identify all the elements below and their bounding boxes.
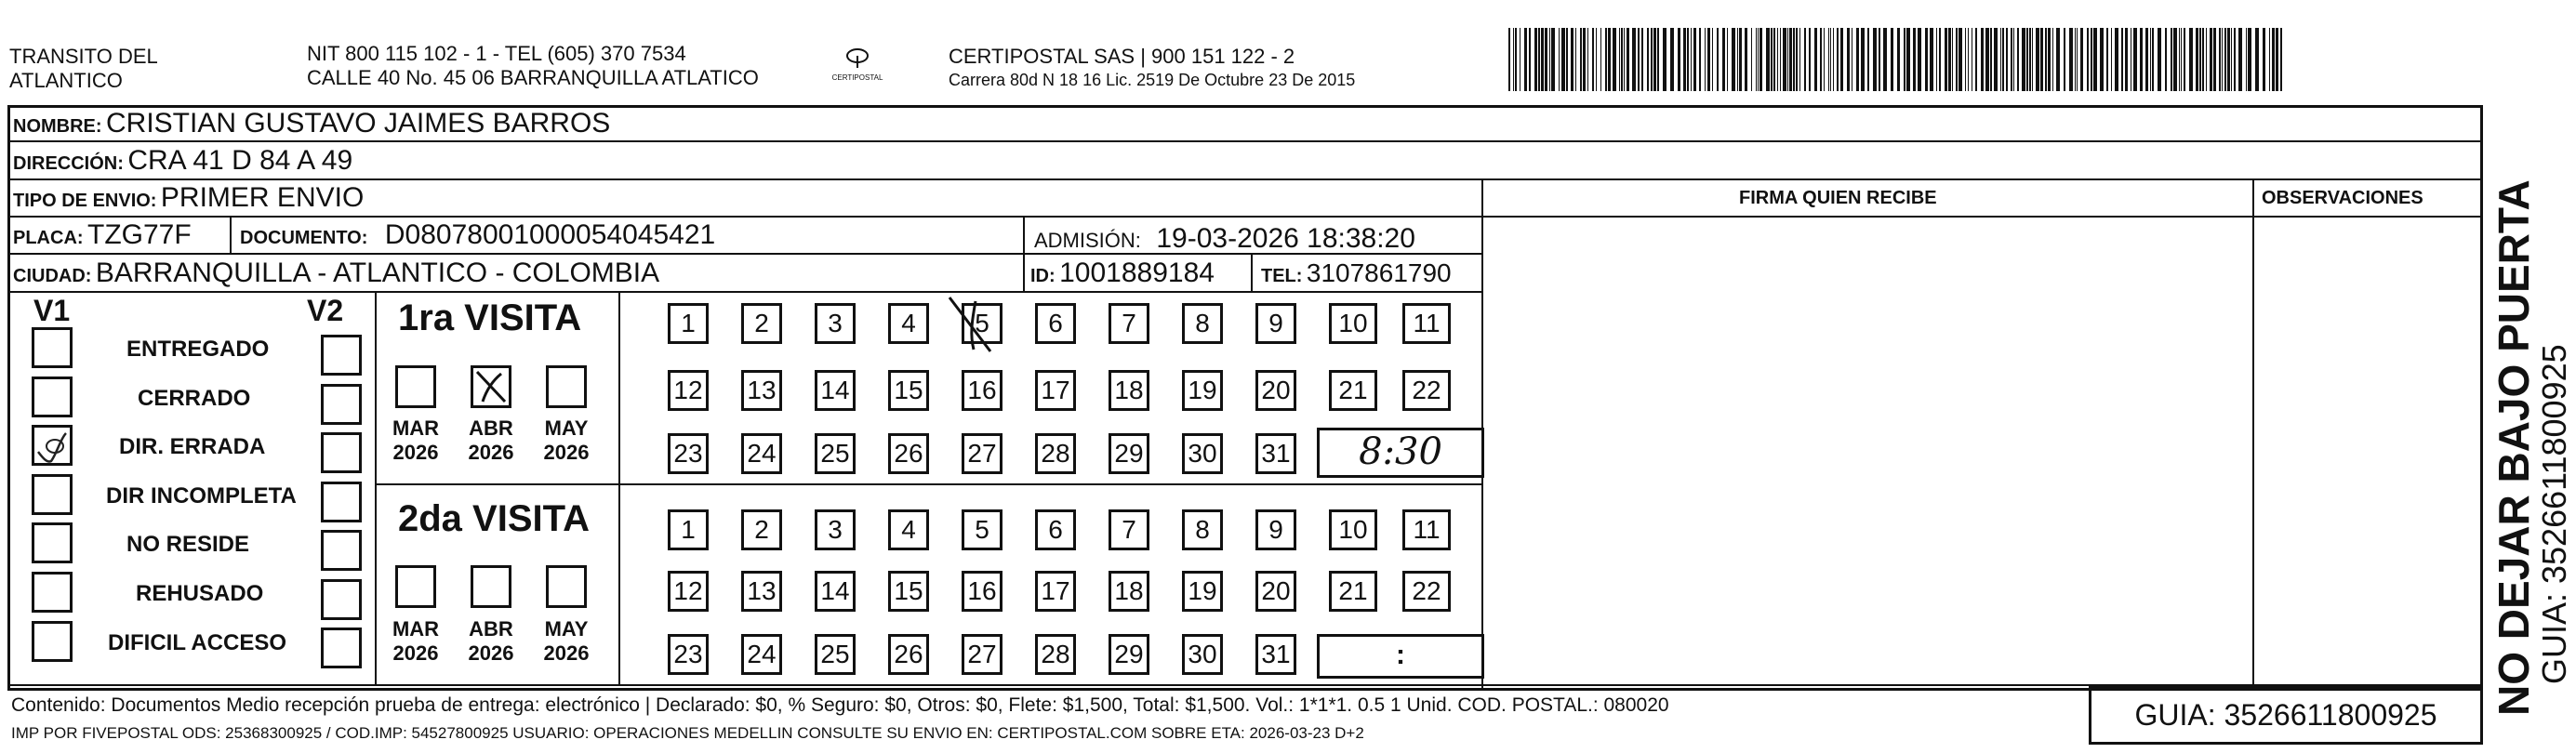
visit2-day-28[interactable]: 28 bbox=[1035, 634, 1076, 675]
option-dir-incompleta: DIR INCOMPLETA bbox=[106, 483, 297, 509]
sender-info-line1: NIT 800 115 102 - 1 - TEL (605) 370 7534 bbox=[307, 42, 686, 65]
visit1-day-5[interactable]: 5 bbox=[962, 303, 1003, 344]
side-warning: NO DEJAR BAJO PUERTA bbox=[2490, 179, 2538, 716]
option-dir-errada: DIR. ERRADA bbox=[119, 434, 266, 459]
v1-label: V1 bbox=[33, 294, 71, 327]
visit2-month-abr-label: ABR 2026 bbox=[468, 617, 514, 665]
direccion-label: DIRECCIÓN: bbox=[13, 153, 124, 174]
visit1-time-box[interactable] bbox=[1317, 428, 1484, 478]
direccion-row bbox=[13, 147, 352, 175]
visit2-day-13[interactable]: 13 bbox=[741, 571, 782, 612]
visit1-day-13[interactable]: 13 bbox=[741, 370, 782, 411]
v1-checkbox-dir-errada[interactable] bbox=[32, 425, 73, 466]
v2-label: V2 bbox=[307, 294, 344, 327]
visit2-day-31[interactable]: 31 bbox=[1255, 634, 1296, 675]
visit2-day-20[interactable]: 20 bbox=[1255, 571, 1296, 612]
visit2-day-25[interactable]: 25 bbox=[815, 634, 856, 675]
visit2-day-9[interactable]: 9 bbox=[1255, 509, 1296, 550]
visit1-month-abr-label: ABR 2026 bbox=[468, 416, 514, 464]
visit1-day-6[interactable]: 6 bbox=[1035, 303, 1076, 344]
visit2-month-may-label: MAY 2026 bbox=[543, 617, 590, 665]
visit2-day-8[interactable]: 8 bbox=[1182, 509, 1223, 550]
v1-checkbox-no-reside[interactable] bbox=[32, 522, 73, 563]
visit1-day-25[interactable]: 25 bbox=[815, 433, 856, 474]
sender-name bbox=[9, 45, 158, 93]
visit2-time-box[interactable] bbox=[1317, 634, 1484, 679]
footer-guia-value: GUIA: 3526611800925 bbox=[2134, 698, 2437, 732]
firma-label: FIRMA QUIEN RECIBE bbox=[1739, 188, 1937, 208]
observations-area[interactable] bbox=[2254, 218, 2483, 684]
visit2-day-4[interactable]: 4 bbox=[888, 509, 929, 550]
visit2-day-6[interactable]: 6 bbox=[1035, 509, 1076, 550]
documento-field bbox=[240, 221, 715, 249]
tel-label: TEL: bbox=[1261, 266, 1303, 286]
visit2-day-23[interactable]: 23 bbox=[668, 634, 709, 675]
visit2-day-24[interactable]: 24 bbox=[741, 634, 782, 675]
visit2-day-3[interactable]: 3 bbox=[815, 509, 856, 550]
visit1-day-18[interactable]: 18 bbox=[1109, 370, 1149, 411]
visit2-day-26[interactable]: 26 bbox=[888, 634, 929, 675]
carrier-line2: Carrera 80d N 18 16 Lic. 2519 De Octubre 23 De 2015 bbox=[949, 71, 1356, 89]
barcode bbox=[1507, 28, 2288, 95]
visit1-month-mar-label: MAR 2026 bbox=[392, 416, 440, 464]
observaciones-label: OBSERVACIONES bbox=[2262, 188, 2423, 208]
visit2-day-12[interactable]: 12 bbox=[668, 571, 709, 612]
visit1-day-15[interactable]: 15 bbox=[888, 370, 929, 411]
visit2-day-30[interactable]: 30 bbox=[1182, 634, 1223, 675]
carrier-line1: CERTIPOSTAL SAS | 900 151 122 - 2 bbox=[949, 45, 1295, 68]
visit1-day-8[interactable]: 8 bbox=[1182, 303, 1223, 344]
visit2-day-11[interactable]: 11 bbox=[1402, 509, 1451, 550]
visit2-day-17[interactable]: 17 bbox=[1035, 571, 1076, 612]
visit1-day-2[interactable]: 2 bbox=[741, 303, 782, 344]
placa-field bbox=[13, 221, 192, 249]
visit2-day-29[interactable]: 29 bbox=[1109, 634, 1149, 675]
handwritten-strike-icon bbox=[944, 294, 1000, 359]
visit1-day-30[interactable]: 30 bbox=[1182, 433, 1223, 474]
v1-checkbox-dificil-acceso[interactable] bbox=[32, 621, 73, 662]
visit2-time-value: : bbox=[1396, 640, 1405, 670]
admision-value: 19-03-2026 18:38:20 bbox=[1156, 223, 1415, 254]
visit2-month-mar-box[interactable] bbox=[395, 565, 436, 608]
visit2-day-7[interactable]: 7 bbox=[1109, 509, 1149, 550]
v1-checkbox-dir-incompleta[interactable] bbox=[32, 474, 73, 515]
visit1-day-4[interactable]: 4 bbox=[888, 303, 929, 344]
signature-area[interactable] bbox=[1483, 255, 2251, 684]
visit1-day-20[interactable]: 20 bbox=[1255, 370, 1296, 411]
v2-checkbox-dir-errada[interactable] bbox=[321, 432, 362, 473]
logo-mark-icon bbox=[843, 48, 871, 69]
tel-field bbox=[1261, 260, 1452, 286]
visit1-day-3[interactable]: 3 bbox=[815, 303, 856, 344]
visit1-month-mar-box[interactable] bbox=[395, 365, 436, 408]
ciudad-label: CIUDAD: bbox=[13, 266, 92, 286]
visit1-day-21[interactable]: 21 bbox=[1329, 370, 1377, 411]
visit1-day-26[interactable]: 26 bbox=[888, 433, 929, 474]
sender-name-line1: TRANSITO DEL bbox=[9, 45, 158, 68]
visit1-day-31[interactable]: 31 bbox=[1255, 433, 1296, 474]
option-cerrado: CERRADO bbox=[138, 386, 251, 411]
visit2-month-may-box[interactable] bbox=[546, 565, 587, 608]
visit1-title: 1ra VISITA bbox=[398, 297, 582, 338]
visit1-month-may-box[interactable] bbox=[546, 365, 587, 408]
visit2-month-abr-box[interactable] bbox=[471, 565, 511, 608]
v2-checkbox-cerrado[interactable] bbox=[321, 384, 362, 425]
visit1-day-28[interactable]: 28 bbox=[1035, 433, 1076, 474]
visit1-day-14[interactable]: 14 bbox=[815, 370, 856, 411]
id-label: ID: bbox=[1030, 266, 1056, 286]
certipostal-logo bbox=[820, 48, 895, 82]
visit1-day-17[interactable]: 17 bbox=[1035, 370, 1076, 411]
visit1-day-27[interactable]: 27 bbox=[962, 433, 1003, 474]
admision-field bbox=[1034, 225, 1415, 253]
footer-contenido: Contenido: Documentos Medio recepción prueba de entrega: electrónico | Declarado: $0, % Seguro: $0, Otros: $0, Flete: $1,500, Total: $1,500. Vol.: 1*1*1. 0.5 1 Unid. COD. POSTAL.: 080020 bbox=[11, 694, 1669, 716]
visit1-day-1[interactable]: 1 bbox=[668, 303, 709, 344]
visit2-day-16[interactable]: 16 bbox=[962, 571, 1003, 612]
visit1-day-10[interactable]: 10 bbox=[1329, 303, 1377, 344]
visit1-day-23[interactable]: 23 bbox=[668, 433, 709, 474]
visit2-day-14[interactable]: 14 bbox=[815, 571, 856, 612]
visit1-month-may-label: MAY 2026 bbox=[543, 416, 590, 464]
visit1-day-9[interactable]: 9 bbox=[1255, 303, 1296, 344]
id-field bbox=[1030, 259, 1215, 287]
option-entregado: ENTREGADO bbox=[126, 337, 270, 362]
visit2-title: 2da VISITA bbox=[398, 498, 590, 539]
logo-text: CERTIPOSTAL bbox=[831, 73, 883, 82]
documento-label: DOCUMENTO: bbox=[240, 228, 368, 248]
visit1-day-7[interactable]: 7 bbox=[1109, 303, 1149, 344]
v2-checkbox-rehusado[interactable] bbox=[321, 579, 362, 620]
sender-info-line2: CALLE 40 No. 45 06 BARRANQUILLA ATLATICO bbox=[307, 66, 759, 89]
nombre-label: NOMBRE: bbox=[13, 116, 102, 137]
visit2-day-2[interactable]: 2 bbox=[741, 509, 782, 550]
v1-checkbox-rehusado[interactable] bbox=[32, 572, 73, 613]
nombre-row bbox=[13, 110, 610, 138]
visit2-day-1[interactable]: 1 bbox=[668, 509, 709, 550]
visit1-day-16[interactable]: 16 bbox=[962, 370, 1003, 411]
visit2-day-19[interactable]: 19 bbox=[1182, 571, 1223, 612]
visit2-day-27[interactable]: 27 bbox=[962, 634, 1003, 675]
handwritten-check-mark-icon bbox=[34, 428, 72, 465]
side-guia: GUIA: 3526611800925 bbox=[2535, 344, 2573, 684]
direccion-value: CRA 41 D 84 A 49 bbox=[127, 145, 353, 176]
ciudad-field bbox=[13, 259, 659, 287]
visit1-day-12[interactable]: 12 bbox=[668, 370, 709, 411]
v2-checkbox-entregado[interactable] bbox=[321, 335, 362, 376]
tipo-envio-row bbox=[13, 184, 364, 212]
sender-name-line2: ATLANTICO bbox=[9, 69, 123, 92]
nombre-value: CRISTIAN GUSTAVO JAIMES BARROS bbox=[106, 108, 611, 139]
documento-value: D08078001000054045421 bbox=[384, 219, 716, 250]
option-rehusado: REHUSADO bbox=[136, 581, 264, 606]
footer-imp: IMP POR FIVEPOSTAL ODS: 25368300925 / COD.IMP: 54527800925 USUARIO: OPERACIONES MEDELLIN CONSULTE SU ENVIO EN: CERTIPOSTAL.COM SOBRE ETA: 2026-03-23 D+2 bbox=[11, 724, 1364, 742]
visit2-day-21[interactable]: 21 bbox=[1329, 571, 1377, 612]
sender-info bbox=[307, 42, 759, 90]
id-value: 1001889184 bbox=[1059, 258, 1215, 288]
visit1-month-abr-box[interactable] bbox=[471, 365, 511, 408]
option-dificil-acceso: DIFICIL ACCESO bbox=[108, 630, 287, 655]
visit2-day-22[interactable]: 22 bbox=[1402, 571, 1451, 612]
visit2-month-mar-label: MAR 2026 bbox=[392, 617, 440, 665]
v2-checkbox-dir-incompleta[interactable] bbox=[321, 482, 362, 522]
placa-value: TZG77F bbox=[87, 219, 192, 250]
visit1-day-29[interactable]: 29 bbox=[1109, 433, 1149, 474]
visit2-day-5[interactable]: 5 bbox=[962, 509, 1003, 550]
v1-checkbox-cerrado[interactable] bbox=[32, 376, 73, 417]
tipo-envio-label: TIPO DE ENVIO: bbox=[13, 191, 157, 211]
ciudad-value: BARRANQUILLA - ATLANTICO - COLOMBIA bbox=[95, 258, 660, 288]
v2-checkbox-dificil-acceso[interactable] bbox=[321, 628, 362, 668]
tipo-envio-value: PRIMER ENVIO bbox=[160, 182, 365, 213]
visit2-day-18[interactable]: 18 bbox=[1109, 571, 1149, 612]
handwritten-x-mark-icon bbox=[473, 368, 509, 405]
v1-checkbox-entregado[interactable] bbox=[32, 327, 73, 368]
visit2-day-15[interactable]: 15 bbox=[888, 571, 929, 612]
visit1-time-value: 8:30 bbox=[1359, 430, 1442, 473]
visit1-day-19[interactable]: 19 bbox=[1182, 370, 1223, 411]
tel-value: 3107861790 bbox=[1306, 258, 1452, 287]
placa-label: PLACA: bbox=[13, 228, 84, 248]
v2-checkbox-no-reside[interactable] bbox=[321, 530, 362, 571]
footer-guia-box bbox=[2089, 685, 2483, 745]
admision-label: ADMISIÓN: bbox=[1034, 229, 1141, 252]
visit2-day-10[interactable]: 10 bbox=[1329, 509, 1377, 550]
visit1-day-11[interactable]: 11 bbox=[1402, 303, 1451, 344]
visit1-day-24[interactable]: 24 bbox=[741, 433, 782, 474]
carrier-info bbox=[949, 45, 1355, 91]
visit1-day-22[interactable]: 22 bbox=[1402, 370, 1451, 411]
option-no-reside: NO RESIDE bbox=[126, 532, 250, 557]
